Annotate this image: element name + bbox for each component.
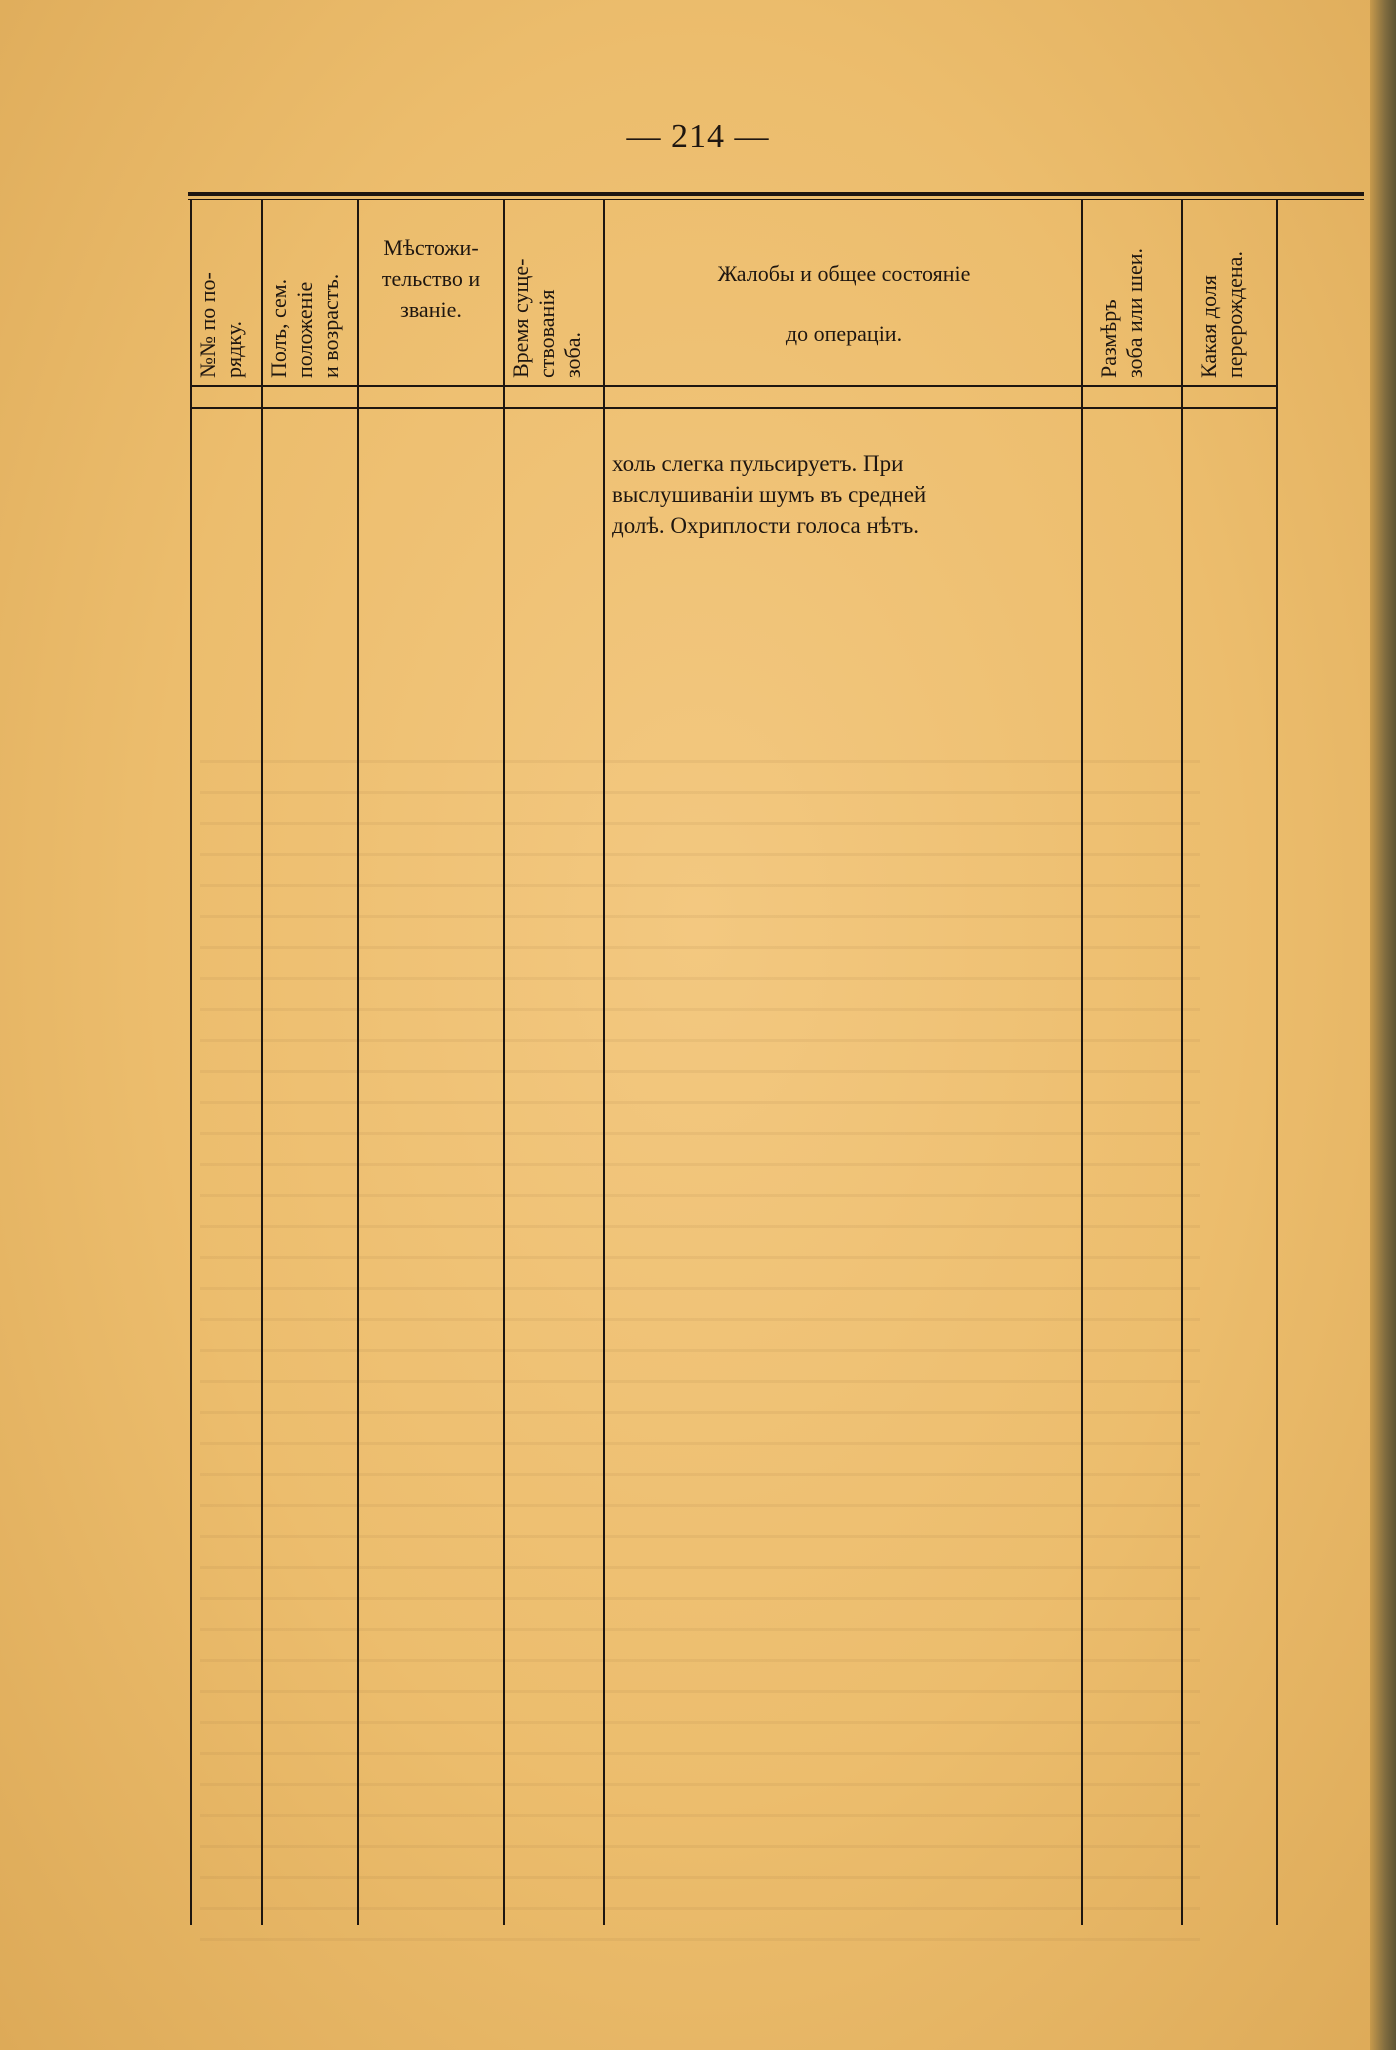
header-bottom-rule-2 — [190, 407, 1278, 409]
col-line-0 — [190, 200, 192, 1925]
table-top-rule-thin — [188, 199, 1364, 200]
table-top-rule — [188, 192, 1364, 196]
page-number: — 214 — — [626, 118, 770, 155]
header-residence-rank: Мѣстожи- тельство и званіе. — [381, 235, 481, 322]
complaints-cell-text: холь слегка пульсируетъ. При выслушиваніи шумъ въ средней долѣ. Охриплости голоса нѣтъ. — [612, 451, 927, 538]
header-complaints: Жалобы и общее состояніе до операціи. — [717, 261, 971, 346]
col-line-2 — [357, 200, 359, 1925]
col-line-7 — [1276, 200, 1278, 1925]
col-line-6 — [1181, 200, 1183, 1925]
header-order-number: №№ по по- рядку. — [195, 272, 246, 378]
col-line-3 — [503, 200, 505, 1925]
header-bottom-rule — [190, 385, 1278, 387]
header-degenerated-share: Какая доля перерождена. — [1196, 251, 1247, 378]
col-line-4 — [603, 200, 605, 1925]
header-goiter-duration: Время суще- ствованія зоба. — [508, 258, 585, 378]
header-goiter-size: Размѣръ зоба или шеи. — [1096, 247, 1147, 378]
col-line-5 — [1081, 200, 1083, 1925]
col-line-1 — [261, 200, 263, 1925]
bleed-through-texture — [200, 760, 1200, 1960]
header-sex-status-age: Полъ, сем. положеніе и возрастъ. — [266, 273, 343, 378]
book-spine-edge — [1370, 0, 1396, 2050]
